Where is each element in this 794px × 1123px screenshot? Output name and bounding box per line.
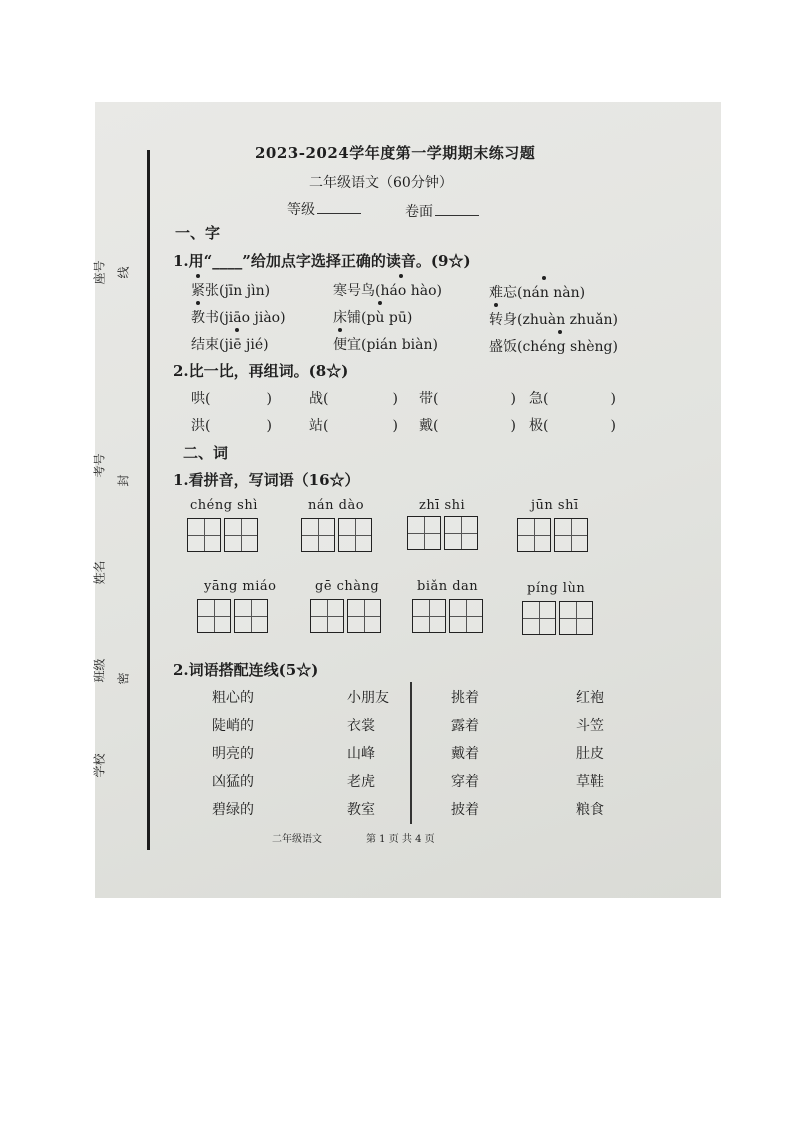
seal-line-mark: 线 bbox=[116, 266, 131, 279]
compare-item: 站( ) bbox=[309, 418, 398, 434]
reading-item: 教书(jiāo jiào) bbox=[191, 307, 286, 327]
pinyin-label: píng lùn bbox=[527, 581, 586, 596]
compare-item: 戴( ) bbox=[419, 418, 516, 434]
page-title: 2023-2024学年度第一学期期末练习题 bbox=[255, 144, 536, 162]
question-2-prompt: 2.比一比，再组词。(8☆) bbox=[173, 362, 349, 380]
match-right-word[interactable]: 肚皮 bbox=[576, 746, 604, 762]
writing-box[interactable] bbox=[554, 518, 588, 552]
seat-label: 座号 bbox=[92, 260, 107, 285]
match-right-word[interactable]: 老虎 bbox=[347, 774, 375, 790]
writing-box[interactable] bbox=[224, 518, 258, 552]
pinyin-label: chéng shì bbox=[190, 498, 258, 513]
writing-box[interactable] bbox=[449, 599, 483, 633]
reading-item: 寒号鸟(háo hào) bbox=[333, 280, 442, 300]
secret-mark: 密 bbox=[116, 672, 131, 685]
match-right-word[interactable]: 衣裳 bbox=[347, 718, 375, 734]
reading-item: 盛饭(chéng shèng) bbox=[489, 336, 618, 356]
exam-paper-photo bbox=[92, 102, 721, 898]
reading-item: 紧张(jīn jìn) bbox=[191, 280, 270, 300]
neatness-field bbox=[405, 201, 479, 221]
pinyin-label: biǎn dan bbox=[417, 579, 479, 594]
match-right-word[interactable]: 粮食 bbox=[576, 802, 604, 818]
section-heading-characters: 一、字 bbox=[175, 224, 221, 242]
writing-box-pair[interactable] bbox=[407, 516, 478, 550]
compare-item: 带( ) bbox=[419, 391, 516, 407]
pinyin-label: nán dào bbox=[308, 498, 365, 513]
match-left-word[interactable]: 披着 bbox=[451, 802, 479, 818]
school-label: 学校 bbox=[92, 753, 107, 778]
reading-item: 转身(zhuàn zhuǎn) bbox=[489, 309, 618, 329]
writing-box[interactable] bbox=[522, 601, 556, 635]
match-left-word[interactable]: 碧绿的 bbox=[212, 802, 254, 818]
reading-item: 床铺(pù pū) bbox=[333, 307, 412, 327]
compare-item: 哄( ) bbox=[191, 391, 272, 407]
writing-box[interactable] bbox=[559, 601, 593, 635]
writing-box[interactable] bbox=[197, 599, 231, 633]
match-left-word[interactable]: 戴着 bbox=[451, 746, 479, 762]
match-left-word[interactable]: 挑着 bbox=[451, 690, 479, 706]
writing-box[interactable] bbox=[310, 599, 344, 633]
match-right-word[interactable]: 教室 bbox=[347, 802, 375, 818]
match-left-word[interactable]: 露着 bbox=[451, 718, 479, 734]
writing-box-pair[interactable] bbox=[517, 518, 588, 552]
match-right-word[interactable]: 红袍 bbox=[576, 690, 604, 706]
pinyin-label: zhī shi bbox=[419, 498, 466, 513]
neatness-label: 卷面 bbox=[405, 204, 433, 220]
writing-box[interactable] bbox=[347, 599, 381, 633]
pinyin-label: yāng miáo bbox=[204, 579, 277, 594]
match-left-word[interactable]: 明亮的 bbox=[212, 746, 254, 762]
match-left-word[interactable]: 穿着 bbox=[451, 774, 479, 790]
grade-label: 等级 bbox=[287, 202, 315, 218]
question-1-prompt: 1.用“____”给加点字选择正确的读音。(9☆) bbox=[173, 252, 471, 270]
footer-page-number: 第 1 页 共 4 页 bbox=[366, 834, 435, 845]
question-matching-prompt: 2.词语搭配连线(5☆) bbox=[173, 661, 319, 679]
writing-box-pair[interactable] bbox=[522, 601, 593, 635]
match-right-word[interactable]: 草鞋 bbox=[576, 774, 604, 790]
grade-blank bbox=[317, 213, 361, 214]
writing-box-pair[interactable] bbox=[187, 518, 258, 552]
neatness-blank bbox=[435, 215, 479, 216]
pinyin-label: jūn shī bbox=[531, 498, 579, 513]
pinyin-label: gē chàng bbox=[315, 579, 380, 594]
match-right-word[interactable]: 斗笠 bbox=[576, 718, 604, 734]
compare-item: 极( ) bbox=[529, 418, 616, 434]
match-right-word[interactable]: 小朋友 bbox=[347, 690, 389, 706]
reading-item: 便宜(pián biàn) bbox=[333, 334, 438, 354]
match-left-word[interactable]: 凶猛的 bbox=[212, 774, 254, 790]
reading-item: 难忘(nán nàn) bbox=[489, 282, 585, 302]
seal-mark: 封 bbox=[116, 474, 131, 487]
reading-item: 结束(jiē jié) bbox=[191, 334, 269, 354]
writing-box-pair[interactable] bbox=[197, 599, 268, 633]
footer-subject: 二年级语文 bbox=[272, 834, 322, 845]
matching-divider bbox=[410, 682, 412, 824]
binding-margin-line bbox=[147, 150, 150, 850]
match-right-word[interactable]: 山峰 bbox=[347, 746, 375, 762]
writing-box[interactable] bbox=[234, 599, 268, 633]
match-left-word[interactable]: 粗心的 bbox=[212, 690, 254, 706]
class-label: 班级 bbox=[92, 658, 107, 683]
compare-item: 急( ) bbox=[529, 391, 616, 407]
question-pinyin-prompt: 1.看拼音，写词语（16☆） bbox=[173, 471, 360, 489]
compare-item: 洪( ) bbox=[191, 418, 272, 434]
writing-box-pair[interactable] bbox=[301, 518, 372, 552]
page-subtitle: 二年级语文（60分钟） bbox=[309, 175, 453, 191]
name-label: 姓名 bbox=[92, 560, 107, 585]
match-left-word[interactable]: 陡峭的 bbox=[212, 718, 254, 734]
writing-box[interactable] bbox=[444, 516, 478, 550]
writing-box-pair[interactable] bbox=[412, 599, 483, 633]
compare-item: 战( ) bbox=[309, 391, 398, 407]
exam-number-label: 考号 bbox=[92, 453, 107, 478]
writing-box-pair[interactable] bbox=[310, 599, 381, 633]
writing-box[interactable] bbox=[517, 518, 551, 552]
grade-field bbox=[287, 199, 361, 219]
writing-box[interactable] bbox=[338, 518, 372, 552]
writing-box[interactable] bbox=[187, 518, 221, 552]
section-heading-words: 二、词 bbox=[183, 444, 229, 462]
writing-box[interactable] bbox=[412, 599, 446, 633]
writing-box[interactable] bbox=[301, 518, 335, 552]
writing-box[interactable] bbox=[407, 516, 441, 550]
